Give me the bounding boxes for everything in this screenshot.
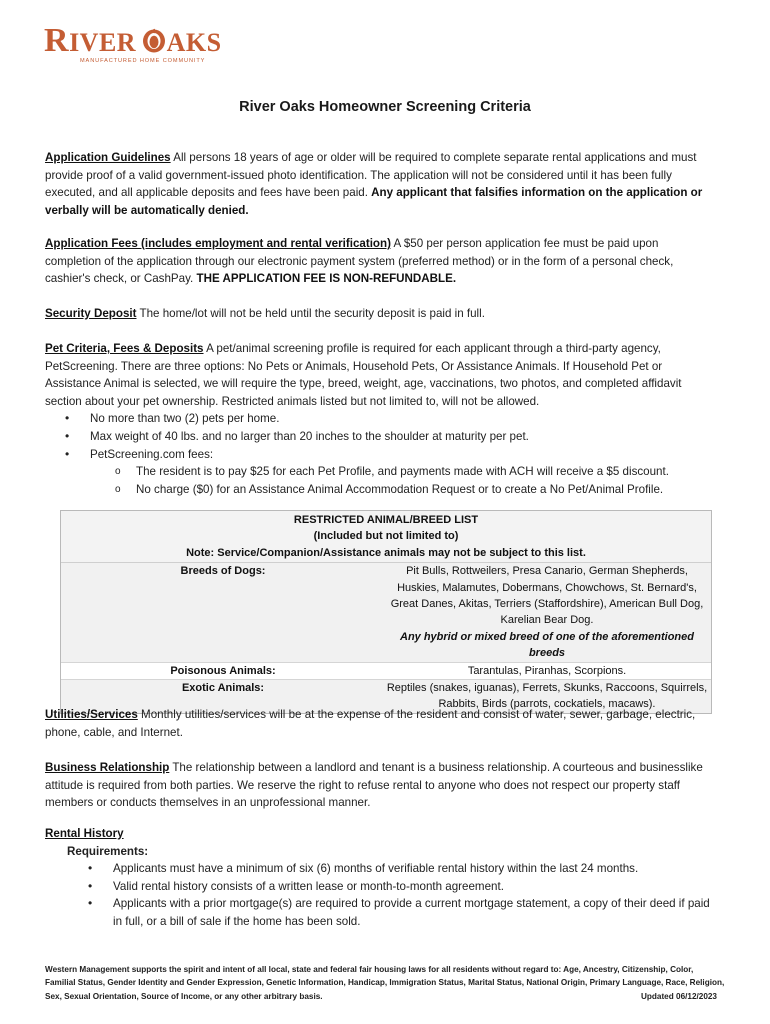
pet-bullet-list bbox=[45, 410, 717, 463]
section-text: The home/lot will not be held until the security deposit is paid in full. bbox=[136, 307, 485, 320]
footer-text: Western Management supports the spirit and intent of all local, state and federal fair housing laws for all residents without regard to: Age, Ancestry, Citizenship, Color, Familial Status, Gender Identity and Gender Expression, Genetic Information, Handicap, Immigration Status, Marital Status, National Origin, Primary Language, Race, Religion, Sex, Sexual Orientation, Source of Income, or any other arbitrary basis. bbox=[45, 965, 725, 1001]
section-heading: Pet Criteria, Fees & Deposits bbox=[45, 342, 204, 355]
list-item: • PetScreening.com fees: bbox=[45, 446, 717, 464]
pet-criteria-section bbox=[45, 340, 717, 498]
section-bold-text: Any applicant that falsifies information on the application or verbally will be automatically denied. bbox=[45, 186, 703, 217]
row-label: Poisonous Animals: bbox=[170, 664, 276, 677]
table-header bbox=[61, 511, 711, 563]
section-text: Monthly utilities/services will be at the expense of the resident and consist of water, sewer, garbage, electric, phone, cable, and Internet. bbox=[45, 708, 696, 739]
section-text: The relationship between a landlord and tenant is a business relationship. A courteous and businesslike attitude is required from both parties. We reserve the right to refuse rental to anyone who does not respect our property staff members or conducts themselves in an unprofessional manner. bbox=[45, 761, 703, 810]
dog-breeds-text: Pit Bulls, Rottweilers, Presa Canario, German Shepherds, Huskies, Malamutes, Dobermans, Chowchows, St. Bernard's, Great Danes, Akitas, Terriers (Staffordshire), American Bull Dog, Karelian Bear Dog. bbox=[390, 565, 704, 627]
logo-tagline: MANUFACTURED HOME COMMUNITY bbox=[80, 58, 206, 64]
list-item: o The resident is to pay $25 for each Pet Profile, and payments made with ACH will receive a $5 discount. bbox=[45, 463, 717, 481]
river-oaks-logo bbox=[44, 24, 234, 74]
row-value: Reptiles (snakes, iguanas), Ferrets, Skunks, Raccoons, Squirrels, Rabbits, Birds (parrots, cockatiels, macaws). bbox=[386, 682, 708, 711]
table-subtitle: (Included but not limited to) bbox=[313, 530, 459, 543]
section-heading: Application Fees (includes employment and rental verification) bbox=[45, 237, 391, 250]
section-text: A pet/animal screening profile is required for each applicant through a third-party agency, PetScreening. There are three options: No Pets or Animals, Household Pets, Or Assistance Animals. If Household Pet or Assistance Animal is selected, we will require the type, breed, weight, age, vaccinations, two photos, and completed affidavit section about your pet ownership. Restricted animals listed but not limited to, will not be allowed. bbox=[45, 342, 682, 408]
dog-breeds-note: Any hybrid or mixed breed of one of the aforementioned breeds bbox=[400, 630, 694, 660]
table-row bbox=[61, 663, 711, 680]
application-guidelines-section bbox=[45, 149, 717, 219]
row-label: Breeds of Dogs: bbox=[180, 565, 266, 578]
list-item: • Max weight of 40 lbs. and no larger than 20 inches to the shoulder at maturity per pet. bbox=[45, 428, 717, 446]
section-text: A $50 per person application fee must be paid upon completion of the application through our electronic payment system (preferred method) or in the form of a personal check, cashier's check, or CashPay. bbox=[45, 237, 674, 286]
list-item: • Applicants with a prior mortgage(s) are required to provide a current mortgage statement, a copy of their deed if paid in full, or a bill of sale if the home has been sold. bbox=[68, 895, 717, 930]
table-row bbox=[61, 563, 711, 662]
row-value: Tarantulas, Piranhas, Scorpions. bbox=[467, 664, 627, 677]
logo-letter-r: R bbox=[44, 22, 70, 59]
updated-date: Updated 06/12/2023 bbox=[640, 991, 717, 1001]
section-text: All persons 18 years of age or older will be required to complete separate rental applications and must provide proof of a valid government-issued photo identification. The application will not be considered until it has been fully executed, and all applicable deposits and fees have been paid. bbox=[45, 151, 697, 200]
section-heading: Utilities/Services bbox=[45, 708, 138, 721]
table-note: Note: Service/Companion/Assistance animals may not be subject to this list. bbox=[186, 546, 586, 559]
section-bold-text: THE APPLICATION FEE IS NON-REFUNDABLE. bbox=[196, 272, 457, 286]
rental-history-section bbox=[45, 825, 717, 931]
business-relationship-section bbox=[45, 759, 717, 812]
security-deposit-section bbox=[45, 305, 717, 323]
section-heading: Business Relationship bbox=[45, 761, 170, 774]
list-item: o No charge ($0) for an Assistance Animal Accommodation Request or to create a No Pet/Animal Profile. bbox=[45, 481, 717, 499]
utilities-section bbox=[45, 706, 717, 741]
table-title: RESTRICTED ANIMAL/BREED LIST bbox=[293, 514, 479, 526]
row-label: Exotic Animals: bbox=[181, 682, 265, 695]
logo-wordmark bbox=[44, 24, 222, 58]
section-heading: Rental History bbox=[45, 827, 124, 840]
section-heading: Security Deposit bbox=[45, 307, 137, 320]
restricted-animal-table bbox=[60, 510, 712, 714]
page-title: River Oaks Homeowner Screening Criteria bbox=[239, 99, 531, 115]
list-item: • No more than two (2) pets per home. bbox=[45, 410, 717, 428]
acorn-icon bbox=[142, 27, 166, 53]
rental-bullet-list bbox=[45, 860, 717, 930]
list-item: • Valid rental history consists of a written lease or month-to-month agreement. bbox=[68, 878, 717, 896]
section-heading: Application Guidelines bbox=[45, 151, 171, 164]
pet-fee-sub-list bbox=[45, 463, 717, 498]
logo-letters-aks: AKS bbox=[166, 28, 222, 57]
row-value bbox=[385, 563, 711, 661]
fair-housing-footer bbox=[45, 963, 725, 1003]
logo-letters-iver: IVER bbox=[69, 28, 137, 57]
application-fees-section bbox=[45, 235, 717, 288]
requirements-label: Requirements: bbox=[67, 844, 149, 858]
list-item: • Applicants must have a minimum of six (6) months of verifiable rental history within the last 24 months. bbox=[68, 860, 717, 878]
